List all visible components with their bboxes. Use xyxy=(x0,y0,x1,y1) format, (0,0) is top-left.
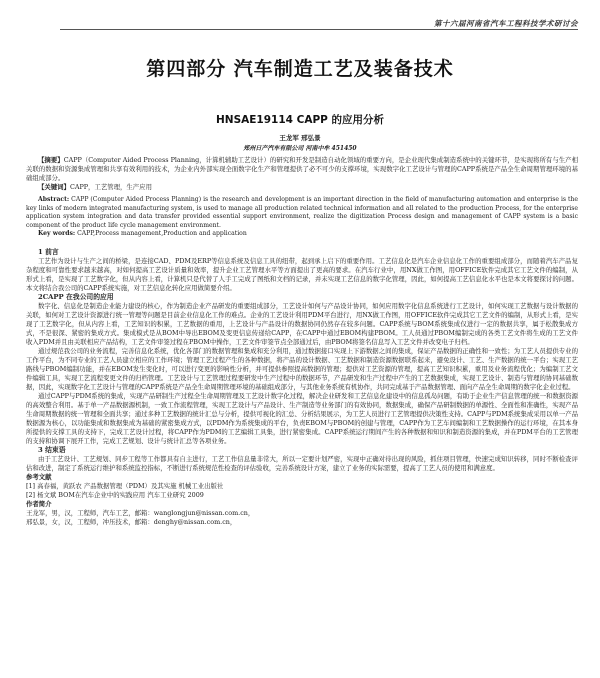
section-1-paragraph: 工艺作为设计与生产之间的桥梁，是连接CAD、PDM及ERP等信息系统及信息工具的纽带，起到承上启下的重要作用。工艺信息化是汽车企业信息化工作的重要组成部分，而随着汽车产品复杂程度和可靠性要求越来越高，对如何提高工艺设计质量和效率，提升企业工艺管理水平等方面提出了更高的要求。在汽车行业中，用NX做工作图，用OFFICE软件完成其它工艺文件的编制，从形式上看，是实现了工艺数字化，但从内容上看，计算机只是代替了人手工完成了图纸和文档的记录，并未实现工艺信息的数字化管理，因此，如何提高工艺信息化水平也是本文将要探讨的问题。本文将结合我公司的CAPP系统实施，对工艺信息化转化应用做简要介绍。 xyxy=(26,257,578,292)
part-title: 第四部分 汽车制造工艺及装备技术 xyxy=(146,58,454,80)
reference-1: [1] 高春福，黄跃农 产品数据管理（PDM）及其实施 机械工业出版社 xyxy=(26,482,224,490)
paper-authors: 王龙军 邢弘景 xyxy=(279,134,321,142)
author-intro-label: 作者简介 xyxy=(26,500,52,508)
reference-2: [2] 杨文斌 BOM在汽车企业中的实践应用 汽车工业研究 2009 xyxy=(26,491,204,499)
section-2-paragraph-3: 通过CAPP与PDM系统的集成，实现产品研制生产过程全生命周期管理及工艺设计数字化过程，解决企业研发和工艺信息化建设中的信息孤岛问题，有助于企业生产信息管理的统一和数据资源的高效整合利用。基于单一产品数据源机制，一致工作流程管理，实现工艺设计与产品设计、生产制造等业务部门的有效协同，数据集成，确保产品研制数据的单源性、全面性和准确性，实现产品生命周期数据的统一管理和全面共享；通过多种工艺数据的统计汇总与分析，提供可视化的汇总、分析结果展示，为工艺人员进行工艺管理提供决策性支持。CAPP与PDM系统集成采用以单一产品数据源为核心，以功能集成和数据集成为基础的紧密集成方式，以PDM作为系统集成的平台，负责EBOM与PBOM的创建与管理，CAPP作为工艺车间编制和工艺数据操作的运行环境，在其本身所提供的支撑工具的支持下，完成工艺设计过程，将CAPP作为PDM的工艺编辑工具集，进行紧密集成。CAPP系统运行期间产生的各种数据和知识和制造资源的集成，并在PDM平台的工艺管理的支持和协调下展开工作，完成工艺规划、设计与统计汇总等各项业务。 xyxy=(26,392,578,445)
abstract-en xyxy=(26,196,578,239)
abstract-cn-text: CAPP（Computer Aided Process Planning，计算机辅助工艺设计）的研究和开发是制造自动化领域的重要方向，是企业现代集成制造系统中的关键环节，是实现将所有与生产相关联的数据和资源集成管理和共享有效利用的技术，为企业内外部实现全面数字化生产和管理提供了必不可少的支撑环境，实现数字化工艺设计与管理的CAPP系统是产品全生命周期管理环境的基础组成部分。 xyxy=(26,156,578,182)
abstract-cn-label: 【摘要】 xyxy=(38,156,64,164)
paper-title: HNSAE19114 CAPP 的应用分析 xyxy=(216,114,384,126)
abstract-en-text: CAPP (Computer Aided Process Planning) is the research and development is an important direction in the field of manufacturing automation and enterprise is the key links of modern integrated manufacturing system, is used to manage all production related technical information and all related to the production Process, for the enterprise application system integration and data transfer provided essential support environment, realize the digitization Process design and management of CAPP system is a basic component of the product life cycle management environment. xyxy=(26,196,578,229)
section-3-paragraph: 由于工艺设计、工艺规划、同步工程等工作都具有自主进行，工艺工作信息量非常大，所以一定要计划严密，实现中正确对待出现的风险，抓住项目管理，快速完成知识转移，同时不断检查评估和改进，制定了系统运行维护和系统监控指标，不断进行系统规范性检查的评估验收，完善系统设计方案，建立了业务的实际需要，提高了工艺人员的使用和满意度。 xyxy=(26,455,578,472)
section-3-heading: 3 结束语 xyxy=(38,446,66,454)
section-1-heading: 1 前言 xyxy=(38,248,59,256)
header-rule xyxy=(60,29,578,30)
running-header: 第十六届河南省汽车工程科技学术研讨会 xyxy=(434,19,578,28)
section-2-paragraph-2: 通过规范我公司的业务流程，完善信息化系统，优化各部门的数据管理和集成和充分利用，通过数据接口实现上下游数据之间的集成，保证产品数据的正确性和一致性；为工艺人员提供专业的工作平台，为不同专业的工艺人员建立相应的工作环境；管理工艺过程产生的各种数据，将产品的设计数据、工艺数据和制造资源数据联系起来，避免设计、工艺、生产数据的统一平台；实现工艺路线与PBOM编制功能，并在EBOM发生变化时，可以进行变更的影响性分析，并可提供参照提高数据的管理；提供对工艺资源的管理，提高工艺知识积累，重用及业务流程优化；为编制工艺文件编辑工具，实现工艺流程变更文件的归档管理。工艺设计与工艺管理过程要研发中生产过程中的数据环节，产品研发和生产过程中产生的工艺数据集成，实现工艺设计、制造与管理的协同基础数据，因此，实现数字化工艺设计与管理的CAPP系统是产品全生命周期管理环境的基础组成部分，与其他业务系统有机协作，共同完成基于产品数据管理、面向产品全生命周期的数字化企业过程。 xyxy=(26,347,578,391)
keywords-en-label: Key words: xyxy=(38,230,76,238)
references-label: 参考文献 xyxy=(26,473,52,481)
section-2-heading: 2CAPP 在我公司的应用 xyxy=(38,293,114,301)
paper-affiliation: 郑州日产汽车有限公司 河南中牟 451450 xyxy=(243,145,357,152)
author-intro-2: 邢弘景，女，汉，工程师，冲压技术，邮箱：denghy@nissan.com.cn， xyxy=(26,518,237,526)
keywords-en-text: CAPP,Process management,Production and application xyxy=(77,230,247,238)
abstract-cn xyxy=(26,156,578,192)
section-2-paragraph-1: 数字化、信息化是制造企业能力建设的核心，作为制造企业产品研发的重要组成部分，工艺设计如何与产品设计协同，如何应用数字化信息系统进行工艺设计，如何实现工艺数据与设计数据的关联，如何对工艺设计资源进行统一管理等问题是目前企业信息化工作的难点。企业的工艺设计利用PDM平台进行，用NX做工作图，用OFFICE软件完成其它工艺文件的编制，从形式上看，是实现了工艺数字化，但从内容上看，工艺知识的积累，工艺数据的重用，上艺设计与产品设计的数据协同仍然存在较多问题。CAPP系统与BOM系统集成仅进行一定的数据共享，属于松散集成方式，不是很深、紧密的集成方式。集成模式是从BOM中导出EBOM及变更信息传递给CAPP，在CAPP中通过EBOM构建PBOM。工人员通过PBOM编制完成的各类工艺文件将生成的工艺文件收入PDM并且由关联相应产品结构，工艺文件审签过程在PBOM中操作，工艺文件审签节点全部通过后，由PBOM将签名信息写入工艺文件并改变电子归档。 xyxy=(26,302,578,346)
paper-body xyxy=(26,248,578,527)
keywords-cn-text: CAPP，工艺管理，生产应用 xyxy=(69,183,152,191)
keywords-cn-label: 【关键词】 xyxy=(38,183,70,191)
author-intro-1: 王龙军，男，汉，工程师，汽车工艺，邮箱：wanglongjun@nissan.com.cn， xyxy=(26,509,255,517)
abstract-en-label: Abstract: xyxy=(38,196,70,203)
